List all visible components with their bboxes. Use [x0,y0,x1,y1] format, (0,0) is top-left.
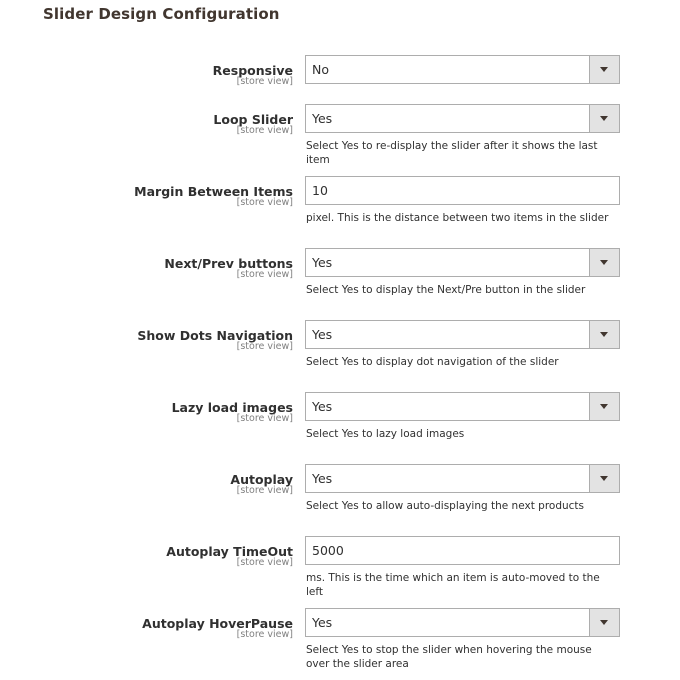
scope-label: [store view] [236,629,293,640]
field-note: Select Yes to lazy load images [306,428,465,440]
select-value: No [312,62,329,77]
chevron-down-icon [600,404,608,409]
chevron-down-icon [600,476,608,481]
scope-label: [store view] [236,269,293,280]
select-toggle[interactable] [589,249,619,276]
field-note: Select Yes to display the Next/Pre button in the slider [306,284,586,296]
scope-label: [store view] [236,197,293,208]
chevron-down-icon [600,260,608,265]
scope-label: [store view] [236,76,293,87]
margin-between-items-input[interactable] [305,176,620,205]
autoplay-timeout-input[interactable] [305,536,620,565]
show-dots-navigation-select[interactable] [305,320,620,349]
field-label: Autoplay TimeOut [166,544,293,559]
field-note: Select Yes to allow auto-displaying the next products [306,500,585,512]
field-note: ms. This is the time which an item is auto-moved to the left [306,572,600,598]
field-label: Margin Between Items [134,184,293,199]
scope-label: [store view] [236,485,293,496]
select-toggle[interactable] [589,609,619,636]
field-note: Select Yes to display dot navigation of the slider [306,356,559,368]
chevron-down-icon [600,67,608,72]
lazy-load-images-select[interactable] [305,392,620,421]
field-label: Loop Slider [213,112,293,127]
chevron-down-icon [600,620,608,625]
select-toggle[interactable] [589,321,619,348]
select-toggle[interactable] [589,105,619,132]
chevron-down-icon [600,116,608,121]
input-value: 5000 [312,543,344,558]
field-label: Autoplay [230,472,293,487]
input-value: 10 [312,183,328,198]
select-value: Yes [312,471,333,486]
select-value: Yes [312,327,333,342]
field-note: pixel. This is the distance between two items in the slider [306,212,609,224]
autoplay-select[interactable] [305,464,620,493]
field-note: Select Yes to stop the slider when hovering the mouse over the slider area [306,644,592,670]
select-value: Yes [312,399,333,414]
select-toggle[interactable] [589,465,619,492]
scope-label: [store view] [236,413,293,424]
select-toggle[interactable] [589,56,619,83]
loop-slider-select[interactable] [305,104,620,133]
select-value: Yes [312,615,333,630]
select-toggle[interactable] [589,393,619,420]
select-value: Yes [312,111,333,126]
autoplay-hoverpause-select[interactable] [305,608,620,637]
section-title: Slider Design Configuration [43,5,280,23]
scope-label: [store view] [236,557,293,568]
scope-label: [store view] [236,125,293,136]
field-label: Lazy load images [171,400,293,415]
field-label: Show Dots Navigation [137,328,293,343]
select-value: Yes [312,255,333,270]
field-label: Next/Prev buttons [164,256,293,271]
chevron-down-icon [600,332,608,337]
field-label: Autoplay HoverPause [142,616,293,631]
next-prev-buttons-select[interactable] [305,248,620,277]
scope-label: [store view] [236,341,293,352]
field-label: Responsive [212,63,293,78]
responsive-select[interactable] [305,55,620,84]
field-note: Select Yes to re-display the slider after it shows the last item [306,140,598,166]
